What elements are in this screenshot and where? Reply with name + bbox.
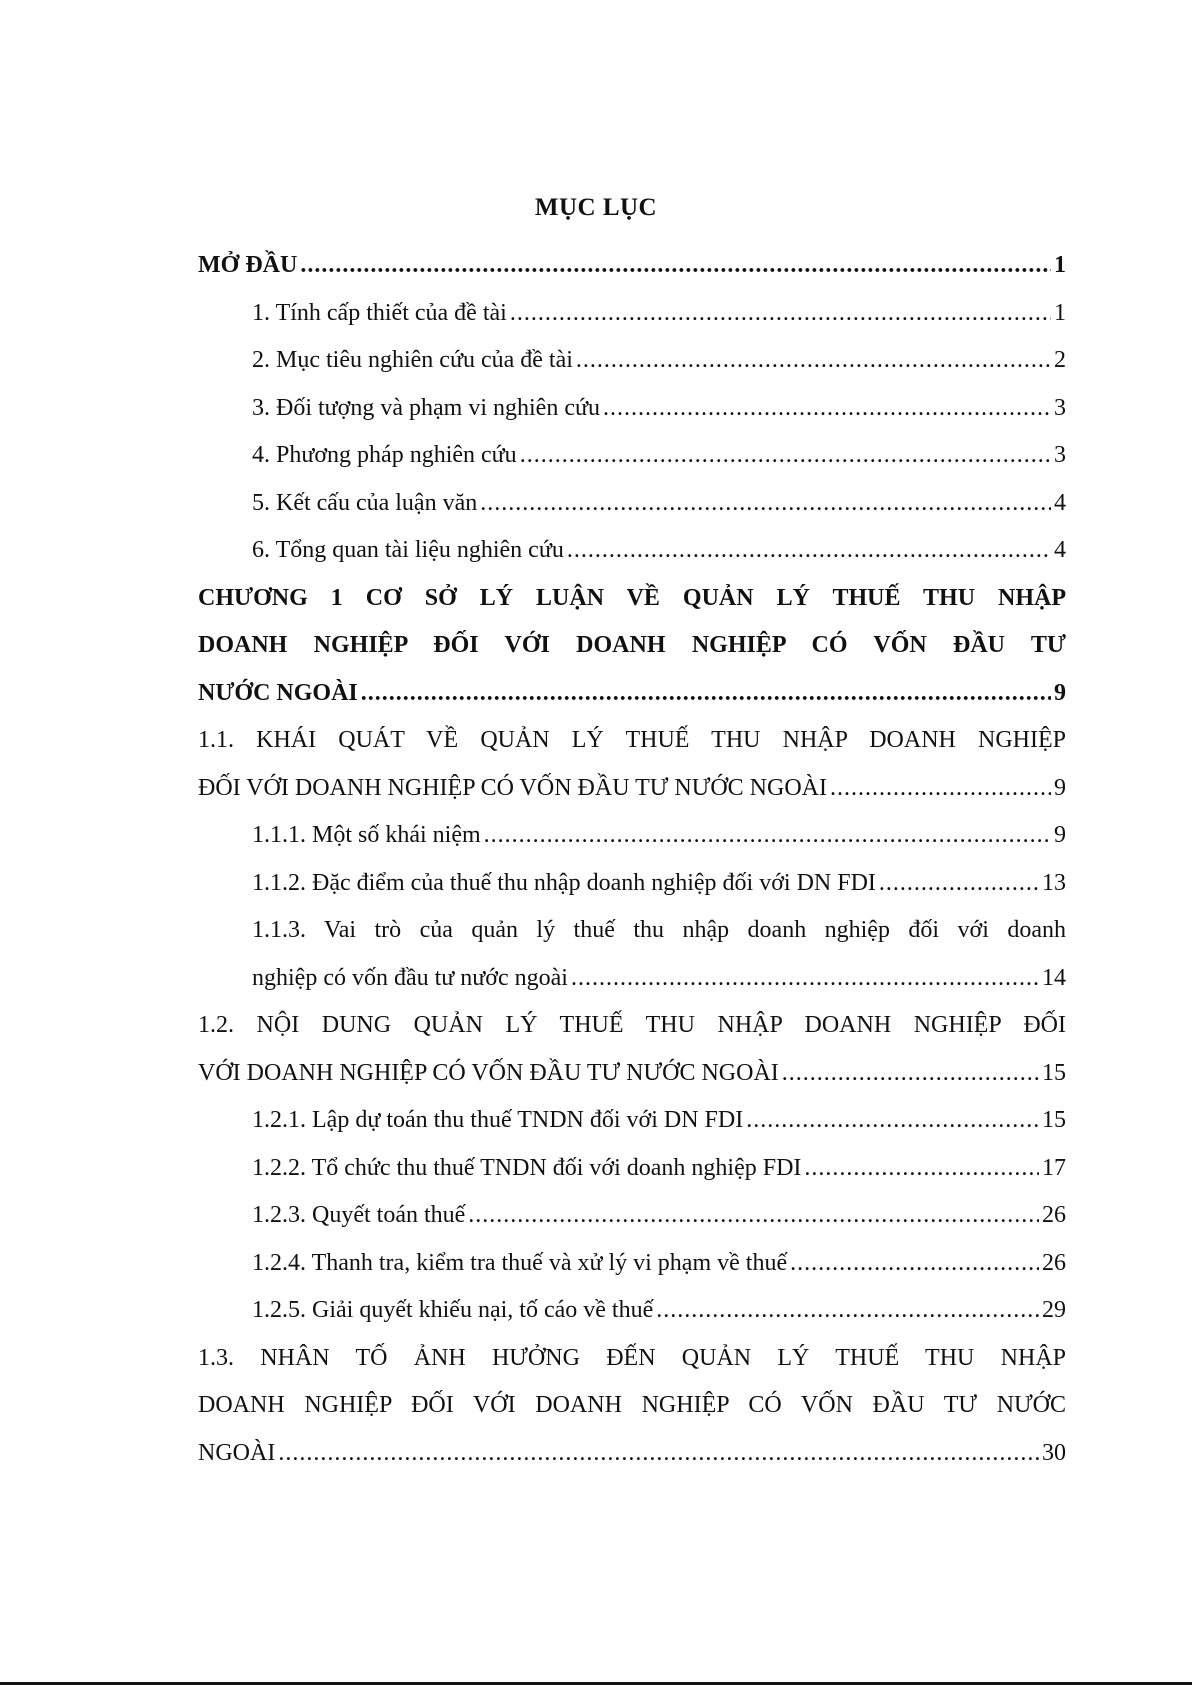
- toc-entry-text: 1.1.1. Một số khái niệm: [252, 822, 481, 848]
- dot-leader: [603, 385, 1051, 433]
- toc-entry[interactable]: [198, 812, 1066, 860]
- toc-entry-text: 1.2. NỘI DUNG QUẢN LÝ THUẾ THU NHẬP DOANH NGHIỆP ĐỐI: [198, 1012, 1066, 1038]
- dot-leader: [879, 860, 1039, 908]
- toc-entry-text: 1.2.1. Lập dự toán thu thuế TNDN đối với DN FDI: [252, 1107, 744, 1133]
- toc-entry-text: 1.2.2. Tổ chức thu thuế TNDN đối với doanh nghiệp FDI: [252, 1154, 802, 1181]
- toc-entry[interactable]: [198, 1287, 1066, 1335]
- toc-entry[interactable]: [198, 1097, 1066, 1145]
- dot-leader: [782, 1050, 1039, 1098]
- dot-leader: [567, 527, 1051, 575]
- toc-page-number: 9: [1054, 679, 1066, 706]
- toc-entry-text: 5. Kết cấu của luận văn: [252, 489, 478, 516]
- toc-entry-text: 2. Mục tiêu nghiên cứu của đề tài: [252, 347, 573, 373]
- toc-entry-line: [252, 1192, 1066, 1240]
- toc-page-number: 26: [1042, 1202, 1066, 1228]
- table-of-contents: [198, 242, 1066, 1477]
- toc-entry[interactable]: [198, 1002, 1066, 1097]
- toc-entry-line: [252, 860, 1066, 908]
- dot-leader: [790, 1240, 1039, 1288]
- toc-page-number: 13: [1042, 869, 1066, 896]
- toc-entry-line: [252, 337, 1066, 385]
- toc-page-number: 3: [1054, 442, 1066, 468]
- dot-leader: [510, 290, 1051, 338]
- toc-entry-text: DOANH NGHIỆP ĐỐI VỚI DOANH NGHIỆP CÓ VỐN ĐẦU TƯ NƯỚC: [198, 1392, 1066, 1418]
- toc-entry[interactable]: [198, 1335, 1066, 1478]
- toc-entry-text: ĐỐI VỚI DOANH NGHIỆP CÓ VỐN ĐẦU TƯ NƯỚC NGOÀI: [198, 774, 828, 801]
- toc-entry[interactable]: [198, 1192, 1066, 1240]
- toc-entry[interactable]: [198, 907, 1066, 1002]
- toc-page-number: 2: [1054, 347, 1066, 373]
- toc-entry-text: VỚI DOANH NGHIỆP CÓ VỐN ĐẦU TƯ NƯỚC NGOÀI: [198, 1059, 779, 1086]
- dot-leader: [484, 812, 1051, 860]
- toc-page-number: 1: [1054, 252, 1066, 278]
- toc-entry-text: CHƯƠNG 1 CƠ SỞ LÝ LUẬN VỀ QUẢN LÝ THUẾ THU NHẬP: [198, 584, 1066, 611]
- toc-entry-text: DOANH NGHIỆP ĐỐI VỚI DOANH NGHIỆP CÓ VỐN ĐẦU TƯ: [198, 632, 1066, 658]
- toc-entry[interactable]: [198, 337, 1066, 385]
- toc-entry-text: 1.2.4. Thanh tra, kiểm tra thuế và xử lý vi phạm về thuế: [252, 1249, 788, 1276]
- toc-entry-line: [252, 480, 1066, 528]
- dot-leader: [576, 337, 1051, 385]
- dot-leader: [300, 242, 1051, 290]
- toc-page-number: 3: [1054, 394, 1066, 421]
- dot-leader: [480, 480, 1051, 528]
- toc-entry[interactable]: [198, 242, 1066, 290]
- toc-entry-line: [252, 1097, 1066, 1145]
- toc-entry-line: [198, 670, 1066, 718]
- toc-entry-line: [252, 290, 1066, 338]
- toc-page-number: 26: [1042, 1249, 1066, 1276]
- dot-leader: [656, 1287, 1039, 1335]
- toc-page-number: 4: [1054, 537, 1066, 563]
- dot-leader: [468, 1192, 1039, 1240]
- toc-entry-text: nghiệp có vốn đầu tư nước ngoài: [252, 964, 568, 991]
- toc-entry-line: [252, 1287, 1066, 1335]
- toc-page-number: 30: [1042, 1439, 1066, 1466]
- toc-entry-text: 1.1.2. Đặc điểm của thuế thu nhập doanh nghiệp đối với DN FDI: [252, 869, 876, 896]
- toc-entry-line: [198, 242, 1066, 290]
- toc-entry-line: [252, 432, 1066, 480]
- toc-page-number: 15: [1042, 1107, 1066, 1133]
- toc-entry-text: 1.3. NHÂN TỐ ẢNH HƯỞNG ĐẾN QUẢN LÝ THUẾ THU NHẬP: [198, 1344, 1066, 1371]
- toc-entry-line: [252, 1240, 1066, 1288]
- toc-page-number: 9: [1054, 822, 1066, 848]
- toc-entry-line: [198, 1430, 1066, 1478]
- toc-entry-text: 3. Đối tượng và phạm vi nghiên cứu: [252, 394, 600, 421]
- toc-entry-text: NƯỚC NGOÀI: [198, 679, 358, 706]
- toc-entry-line: [198, 1050, 1066, 1098]
- dot-leader: [361, 670, 1051, 718]
- toc-page-number: 29: [1042, 1297, 1066, 1323]
- dot-leader: [804, 1145, 1039, 1193]
- dot-leader: [520, 432, 1051, 480]
- toc-entry-text: 1.1.3. Vai trò của quản lý thuế thu nhập doanh nghiệp đối với doanh: [252, 917, 1066, 943]
- toc-entry-line: [252, 385, 1066, 433]
- page-title: MỤC LỤC: [534, 194, 658, 221]
- toc-entry[interactable]: [198, 480, 1066, 528]
- toc-entry[interactable]: [198, 575, 1066, 718]
- toc-entry[interactable]: [198, 290, 1066, 338]
- toc-entry[interactable]: [198, 860, 1066, 908]
- toc-page-number: 9: [1054, 774, 1066, 801]
- toc-entry[interactable]: [198, 1145, 1066, 1193]
- toc-entry-line: [252, 1145, 1066, 1193]
- toc-entry-line: [198, 765, 1066, 813]
- toc-page-number: 4: [1054, 489, 1066, 516]
- dot-leader: [830, 765, 1051, 813]
- toc-page-number: 15: [1042, 1059, 1066, 1086]
- toc-entry[interactable]: [198, 527, 1066, 575]
- toc-page-number: 17: [1042, 1154, 1066, 1181]
- toc-entry-line: [252, 527, 1066, 575]
- toc-entry-line: [252, 955, 1066, 1003]
- toc-entry-text: 1.1. KHÁI QUÁT VỀ QUẢN LÝ THUẾ THU NHẬP DOANH NGHIỆP: [198, 727, 1066, 753]
- toc-entry[interactable]: [198, 432, 1066, 480]
- toc-page-number: 1: [1054, 299, 1066, 326]
- toc-entry[interactable]: [198, 385, 1066, 433]
- toc-entry-line: [252, 812, 1066, 860]
- toc-entry-text: 1.2.3. Quyết toán thuế: [252, 1202, 466, 1228]
- dot-leader: [278, 1430, 1039, 1478]
- toc-entry[interactable]: [198, 717, 1066, 812]
- toc-entry-text: 6. Tổng quan tài liệu nghiên cứu: [252, 537, 564, 563]
- toc-entry-text: NGOÀI: [198, 1439, 276, 1466]
- toc-page-number: 14: [1042, 964, 1066, 991]
- dot-leader: [571, 955, 1039, 1003]
- toc-entry-text: MỞ ĐẦU: [198, 252, 298, 278]
- toc-entry[interactable]: [198, 1240, 1066, 1288]
- dot-leader: [746, 1097, 1039, 1145]
- toc-entry-text: 4. Phương pháp nghiên cứu: [252, 442, 517, 468]
- toc-entry-text: 1.2.5. Giải quyết khiếu nại, tố cáo về thuế: [252, 1297, 654, 1323]
- toc-entry-text: 1. Tính cấp thiết của đề tài: [252, 299, 507, 326]
